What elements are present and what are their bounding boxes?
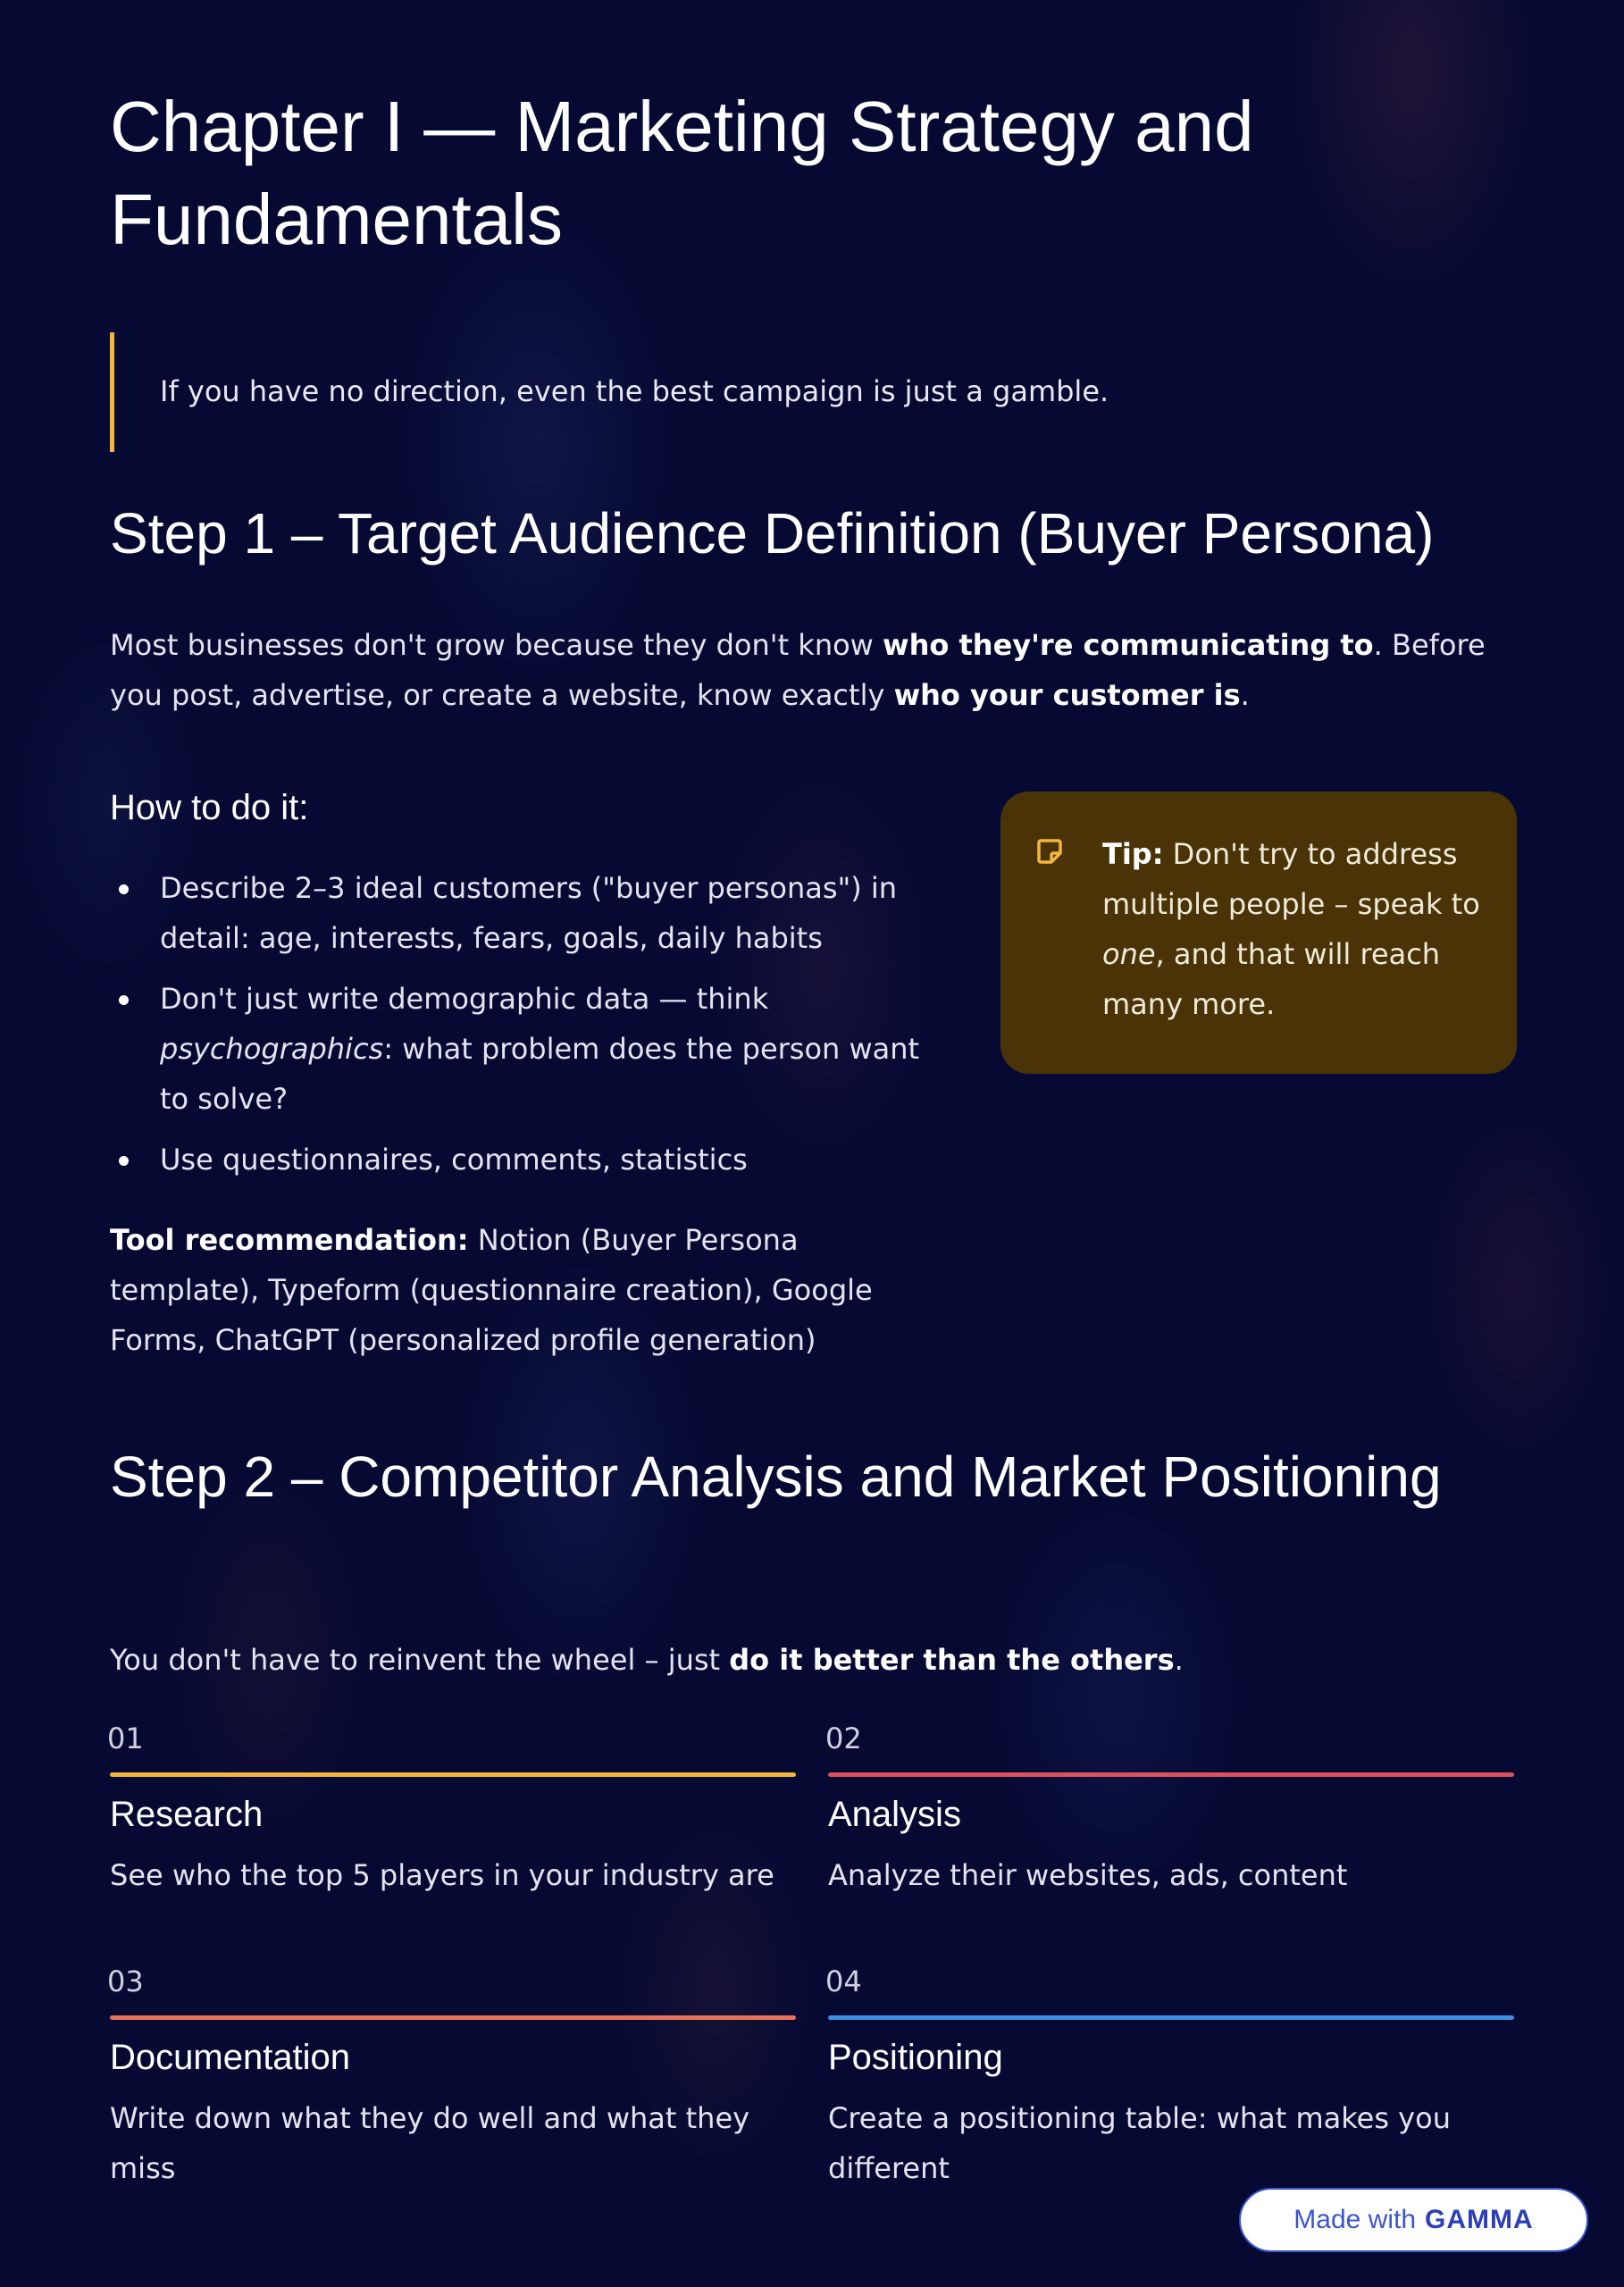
gamma-logo: GAMMA: [1425, 2205, 1534, 2234]
step-line: [828, 2015, 1514, 2020]
tool-text: Notion (Buyer Persona template), Typeform (questionnaire creation), Google Forms, ChatGPT (personalized profile generation): [110, 1223, 873, 1357]
step-line: [110, 2015, 796, 2020]
tip-c: , and that will reach many more.: [1102, 937, 1441, 1021]
step-card-research: [107, 1721, 796, 1900]
howto-list: [110, 863, 932, 1195]
step2-heading: Step 2 – Competitor Analysis and Market Positioning: [110, 1445, 1442, 1509]
bullet2-c: : what problem does the person want to solve?: [160, 1032, 920, 1116]
step-line: [110, 1772, 796, 1777]
step2-intro-c: .: [1174, 1643, 1184, 1677]
step-title: Documentation: [110, 2038, 351, 2077]
step2-intro: [110, 1635, 1514, 1685]
step2-intro-a: You don't have to reinvent the wheel – just: [110, 1643, 730, 1677]
tip-a: Don't try to address multiple people – speak to: [1102, 837, 1480, 921]
quote-block: [110, 332, 1454, 452]
step1-intro: [110, 620, 1514, 720]
chapter-title: Chapter I — Marketing Strategy and Fundamentals: [110, 87, 1254, 259]
step1-heading: Step 1 – Target Audience Definition (Buyer Persona): [110, 501, 1435, 565]
step1-intro-b: who they're communicating to: [883, 628, 1374, 662]
step-description: See who the top 5 players in your industry are: [110, 1858, 774, 1892]
step1-intro-e: .: [1240, 678, 1250, 712]
tip-b: one: [1102, 937, 1156, 971]
step-card-analysis: [825, 1721, 1514, 1900]
bullet2-b: psychographics: [160, 1032, 384, 1066]
made-with-gamma-badge[interactable]: [1239, 2188, 1588, 2252]
tip-callout: [1000, 792, 1517, 1074]
step-title: Positioning: [828, 2038, 1003, 2077]
step-description: Analyze their websites, ads, content: [828, 1858, 1348, 1892]
step-description: Write down what they do well and what they miss: [110, 2101, 750, 2185]
list-item: [110, 863, 932, 963]
step-title: Research: [110, 1795, 264, 1834]
step-number: 04: [825, 1964, 862, 1998]
bullet2-a: Don't just write demographic data — think: [160, 982, 769, 1016]
quote-text: If you have no direction, even the best campaign is just a gamble.: [160, 374, 1109, 408]
tip-text: [1102, 829, 1486, 1029]
step1-intro-c: . Before you post, advertise, or create a website, know exactly: [110, 628, 1486, 712]
step-card-positioning: [825, 1964, 1514, 2193]
bullet1-text: Describe 2–3 ideal customers ("buyer personas") in detail: age, interests, fears, goals, daily habits: [160, 871, 898, 955]
step-number: 01: [107, 1722, 144, 1755]
step1-intro-d: who your customer is: [893, 678, 1241, 712]
step-card-documentation: [107, 1964, 796, 2193]
list-item: [110, 1135, 932, 1185]
step-line: [828, 1772, 1514, 1777]
step-number: 02: [825, 1722, 862, 1755]
bullet3-text: Use questionnaires, comments, statistics: [160, 1143, 748, 1177]
badge-made-with: Made with: [1293, 2205, 1417, 2234]
step-description: Create a positioning table: what makes you different: [828, 2101, 1451, 2185]
tip-label: Tip:: [1102, 837, 1164, 871]
tool-recommendation: [110, 1215, 932, 1365]
step2-intro-b: do it better than the others: [729, 1643, 1175, 1677]
howto-heading: How to do it:: [110, 788, 309, 827]
list-item: [110, 974, 932, 1124]
step-number: 03: [107, 1964, 144, 1998]
step1-intro-a: Most businesses don't grow because they don't know: [110, 628, 883, 662]
tool-label: Tool recommendation:: [110, 1223, 469, 1257]
step-title: Analysis: [828, 1795, 961, 1834]
sticky-note-icon: [1036, 838, 1063, 865]
